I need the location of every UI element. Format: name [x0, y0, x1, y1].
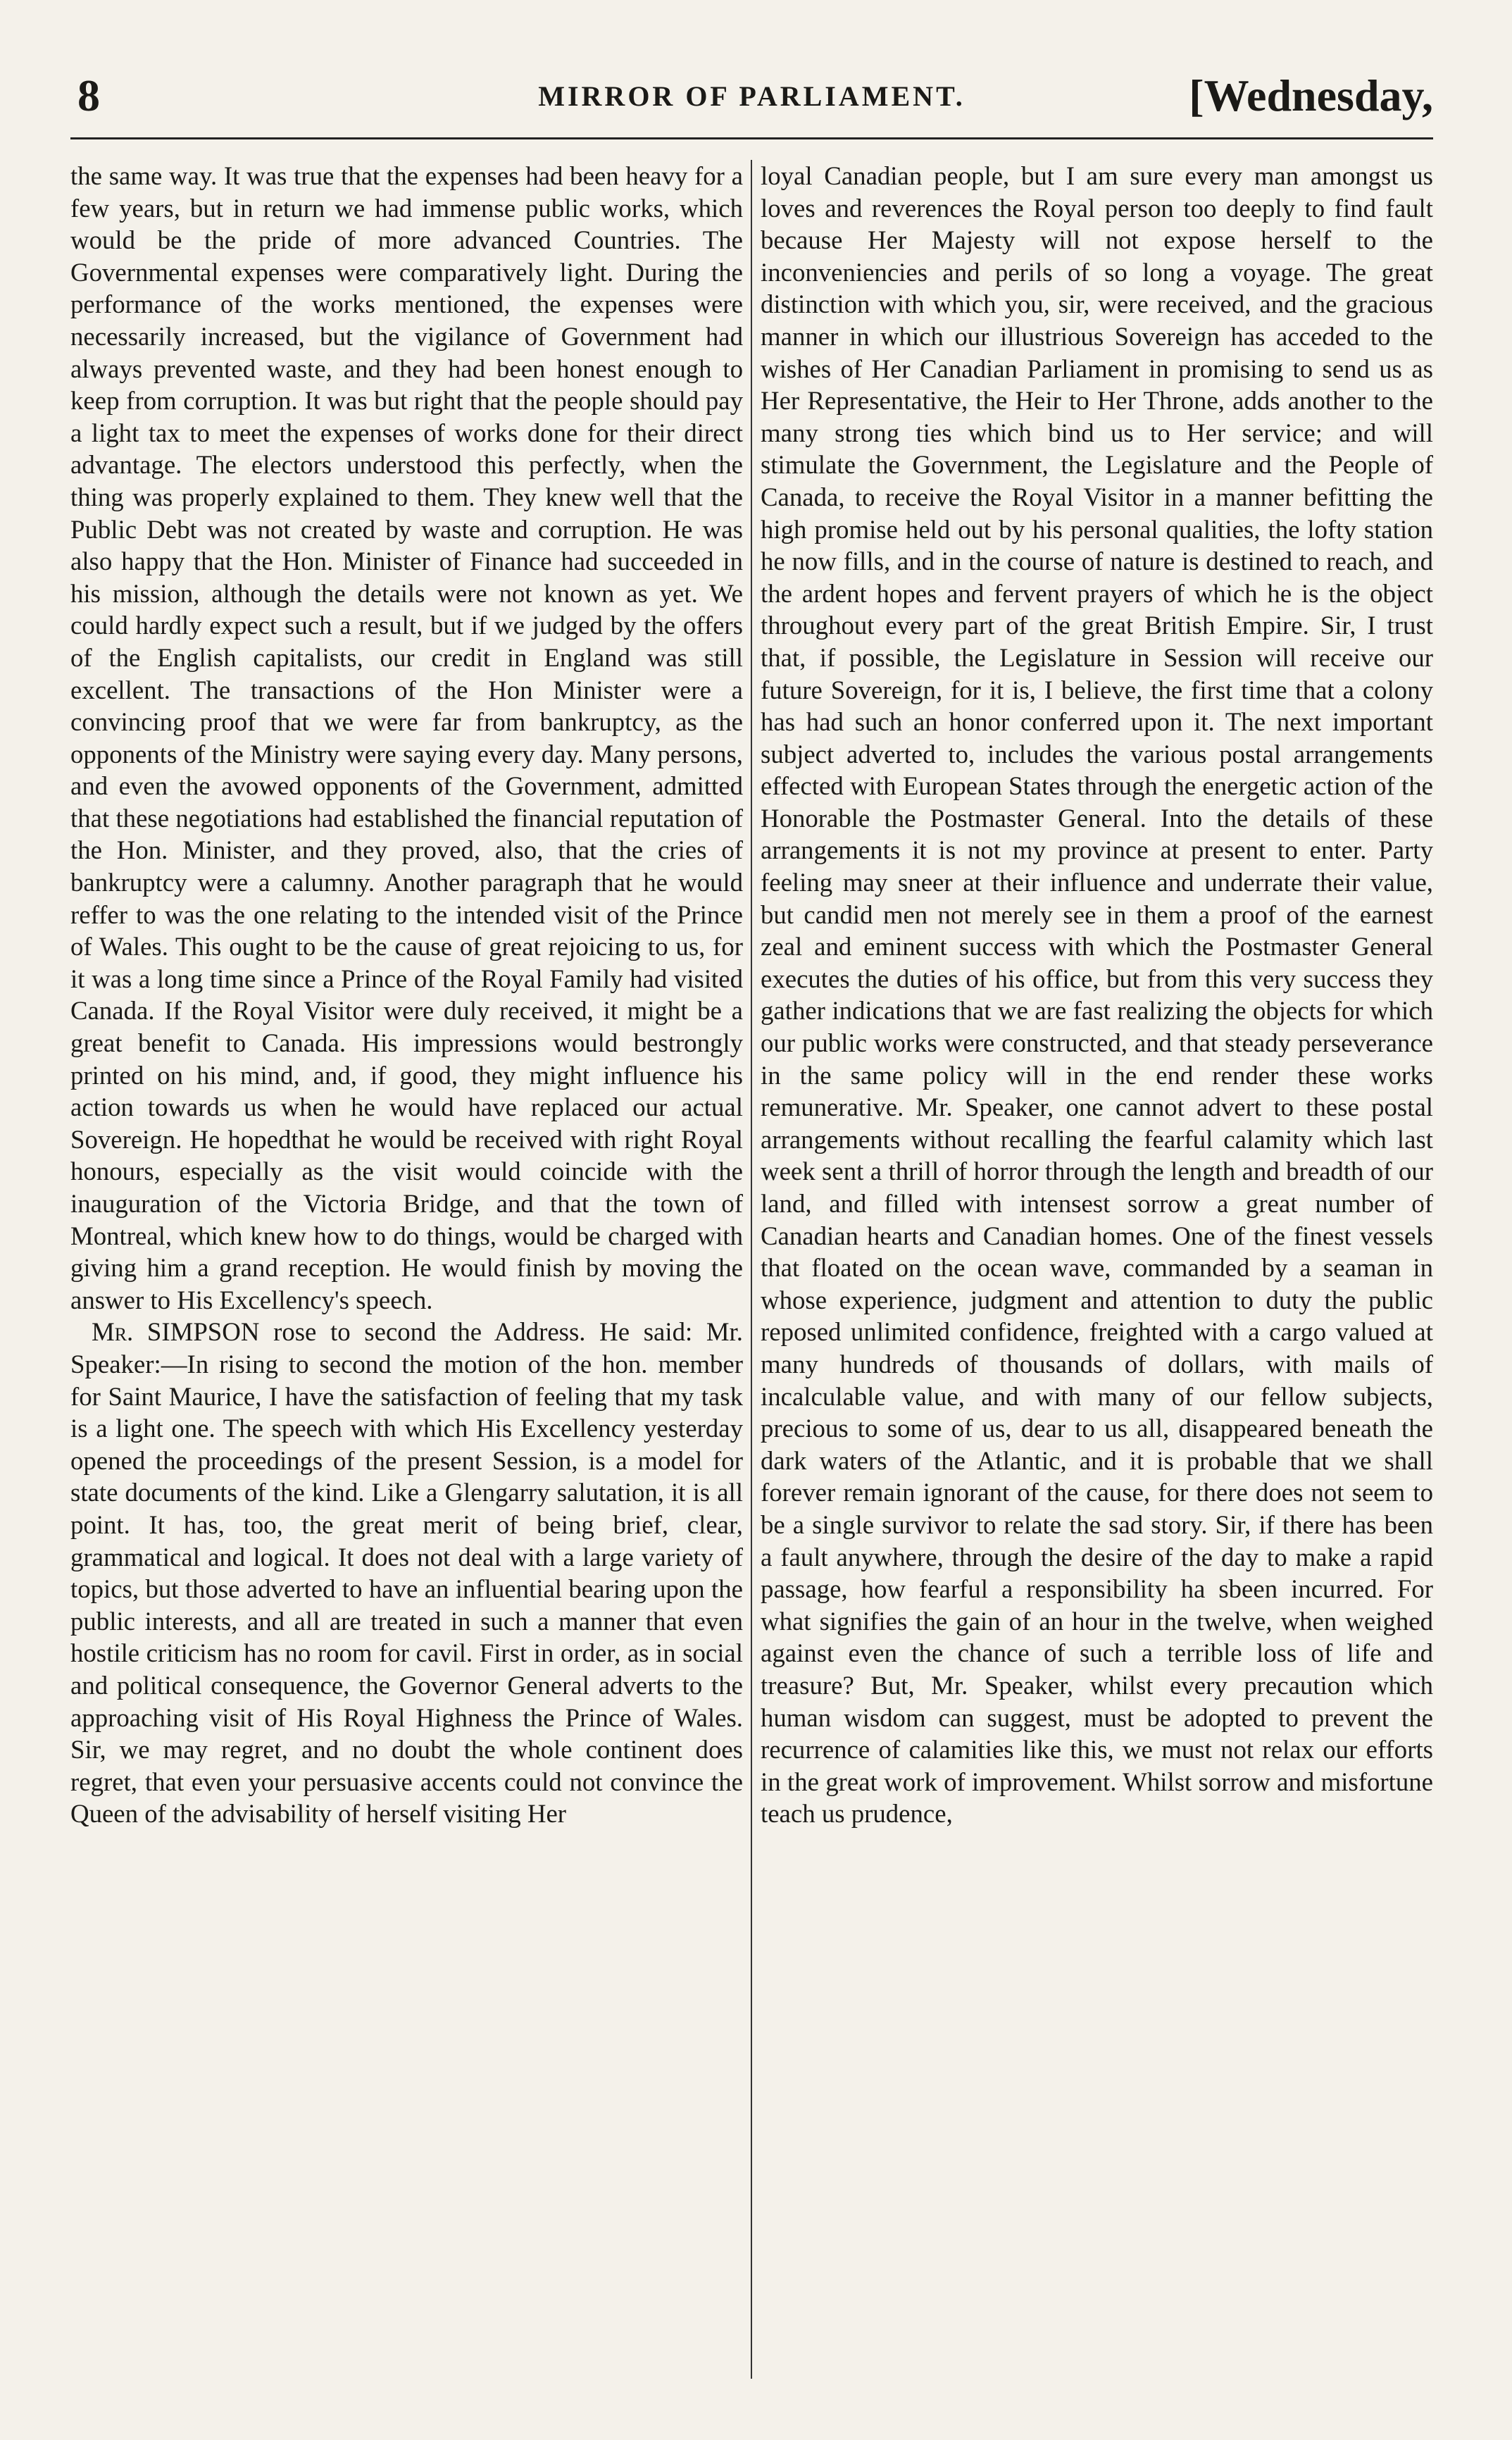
left-paragraph-2: [70, 1316, 743, 1830]
running-title: MIRROR OF PARLIAMENT.: [538, 80, 966, 112]
left-column: [70, 160, 743, 2379]
column-divider: [751, 160, 752, 2379]
speaker-name: Mr. SIMPSON: [92, 1317, 260, 1347]
text-columns: [70, 160, 1433, 2386]
right-paragraph: loyal Canadian people, but I am sure every man amongst us loves and reverences the Royal person too deeply to find fault because Her Majesty will not expose herself to the inconveniencies and perils of so long a voyage. The great distinction with which you, sir, were received, and the gracious manner in which our illustrious Sovereign has acceded to the wishes of Her Canadian Parliament in promising to send us as Her Representative, the Heir to Her Throne, adds another to the many strong ties which bind us to Her service; and will stimulate the Government, the Legislature and the People of Canada, to receive the Royal Visitor in a manner befitting the high promise held out by his personal qualities, the lofty station he now fills, and in the course of nature is destined to reach, and the ardent hopes and fervent prayers of which he is the object throughout every part of the great British Empire. Sir, I trust that, if possible, the Legislature in Session will receive our future Sovereign, for it is, I believe, the first time that a colony has had such an honor conferred upon it. The next important subject adverted to, includes the various postal arrangements effected with European States through the energetic action of the Honorable the Postmaster General. Into the details of these arrangements it is not my province at present to enter. Party feeling may sneer at their influence and underrate their value, but candid men not merely see in them a proof of the earnest zeal and eminent success with which the Postmaster General executes the duties of his office, but from this very success they gather indications that we are fast realizing the objects for which our public works were constructed, and that steady perseverance in the same policy will in the end render these works remunerative. Mr. Speaker, one cannot advert to these postal arrangements without recalling the fearful calamity which last week sent a thrill of horror through the length and breadth of our land, and filled with intensest sorrow a great number of Canadian hearts and Canadian homes. One of the finest vessels that floated on the ocean wave, commanded by a seaman in whose experience, judgment and attention to duty the public reposed unlimited confidence, freighted with a cargo valued at many hundreds of thousands of dollars, with mails of incalculable value, and with many of our fellow subjects, precious to some of us, dear to us all, disappeared beneath the dark waters of the Atlantic, and it is probable that we shall forever remain ignorant of the cause, for there does not seem to be a single survivor to relate the sad story. Sir, if there has been a fault anywhere, through the desire of the day to make a rapid passage, how fearful a responsibility ha sbeen incurred. For what signifies the gain of an hour in the twelve, when weighed against even the chance of such a terrible loss of life and treasure? But, Mr. Speaker, whilst every precaution which human wisdom can suggest, must be adopted to prevent the recurrence of calamities like this, we must not relax our efforts in the great work of improvement. Whilst sorrow and misfortune teach us prudence,: [761, 161, 1433, 1829]
page-number: 8: [77, 70, 100, 120]
speech-text: rose to second the Address. He said: Mr. Speaker:—In rising to second the motion of the hon. member for Saint Maurice, I have the satisfaction of feeling that my task is a light one. The speech with which His Excellency yesterday opened the proceedings of the present Session, is a model for state documents of the kind. Like a Glengarry salutation, it is all point. It has, too, the great merit of being brief, clear, grammatical and logical. It does not deal with a large variety of topics, but those adverted to have an influential bearing upon the public interests, and all are treated in such a manner that even hostile criticism has no room for cavil. First in order, as in social and political consequence, the Governor General adverts to the approaching visit of His Royal Highness the Prince of Wales. Sir, we may regret, and no doubt the whole continent does regret, that even your persuasive accents could not convince the Queen of the advisability of herself visiting Her: [70, 1317, 743, 1829]
left-paragraph-1: the same way. It was true that the expenses had been heavy for a few years, but in return we had immense public works, which would be the pride of more advanced Countries. The Governmental expenses were comparatively light. During the performance of the works mentioned, the expenses were necessarily increased, but the vigilance of Government had always prevented waste, and they had been honest enough to keep from corruption. It was but right that the people should pay a light tax to meet the expenses of works done for their direct advantage. The electors understood this perfectly, when the thing was properly explained to them. They knew well that the Public Debt was not created by waste and corruption. He was also happy that the Hon. Minister of Finance had succeeded in his mission, although the details were not known as yet. We could hardly expect such a result, but if we judged by the offers of the English capitalists, our credit in England was still excellent. The transactions of the Hon Minister were a convincing proof that we were far from bankruptcy, as the opponents of the Ministry were saying every day. Many persons, and even the avowed opponents of the Government, admitted that these negotiations had established the financial reputation of the Hon. Minister, and they proved, also, that the cries of bankruptcy were a calumny. Another paragraph that he would reffer to was the one relating to the intended visit of the Prince of Wales. This ought to be the cause of great rejoicing to us, for it was a long time since a Prince of the Royal Family had visited Canada. If the Royal Visitor were duly received, it might be a great benefit to Canada. His impressions would bestrongly printed on his mind, and, if good, they might influence his action towards us when he would have replaced our actual Sovereign. He hopedthat he would be received with right Royal honours, especially as the visit would coincide with the inauguration of the Victoria Bridge, and that the town of Montreal, which knew how to do things, would be charged with giving him a grand reception. He would finish by moving the answer to His Excellency's speech.: [70, 161, 743, 1314]
page-header: [70, 67, 1433, 139]
issue-day: [Wednesday,: [1189, 70, 1433, 120]
newspaper-page: [70, 67, 1433, 2391]
right-column: [761, 160, 1433, 2379]
